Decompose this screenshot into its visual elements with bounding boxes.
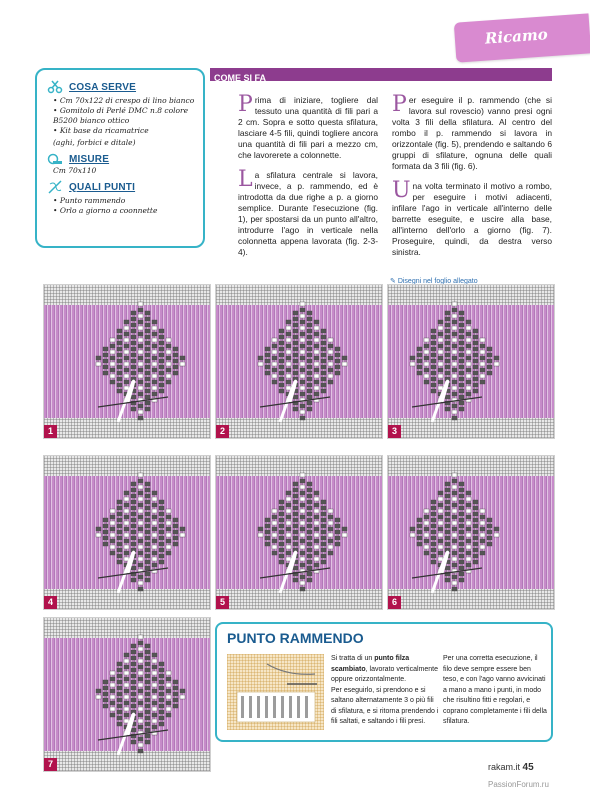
drawings-credit: ✎ Disegni nel foglio allegato (390, 278, 478, 285)
paragraph-3 (392, 92, 552, 172)
paragraph-text: er eseguire il p. rammendo (che si lavora sul rovescio) vanno presi ogni volta 3 fili della sfilatura. Al centro del rombo il p. rammendo si lavora in orizzontale (fig. 5), prendendo e saltando 6 gruppi di sfilature, ognuna delle quali formata da 3 fili (fig. 6). (392, 95, 552, 171)
figure-number: 4 (44, 596, 57, 609)
figure-motif (216, 456, 382, 609)
quali-punti-title: QUALI PUNTI (69, 181, 136, 193)
figure-motif (388, 285, 554, 438)
figure-number: 7 (44, 758, 57, 771)
figure-6 (387, 455, 555, 610)
drop-cap: P (392, 92, 407, 117)
figure-motif (44, 618, 210, 771)
list-item: • Gomitolo di Perlé DMC n.8 colore B5200 bianco ottico (53, 106, 195, 126)
text-bold: punto filza scambiato (331, 655, 410, 673)
figure-number: 1 (44, 425, 57, 438)
misure-title: MISURE (69, 153, 110, 165)
punto-rammendo-box (215, 622, 553, 742)
list-item: • Kit base da ricamatrice (53, 126, 195, 136)
misure-value: Cm 70x110 (53, 166, 97, 175)
figure-number: 5 (216, 596, 229, 609)
punto-rammendo-text-2: Per una corretta esecuzione, il filo deve sempre essere ben teso, e con l'ago vanno avvicinati a mano a mano i punti, in modo che risultino fitti e regolari, e coprano completamente i fili della sfilatura. (443, 655, 547, 725)
drop-cap: L (238, 167, 253, 192)
figure-number: 2 (216, 425, 229, 438)
punto-rammendo-title: PUNTO RAMMENDO (227, 630, 364, 646)
list-item-note: (aghi, forbici e ditale) (53, 138, 136, 147)
punto-rammendo-text-1 (331, 654, 439, 728)
figure-5 (215, 455, 383, 610)
instructions-column-1 (238, 92, 378, 267)
come-si-fa-title: COME SI FA (214, 73, 267, 83)
figure-number: 3 (388, 425, 401, 438)
paragraph-text: rima di iniziare, togliere dal tessuto una quantità di fili pari a 2 cm. Sopra e sotto questa sfilatura, lasciare 4-5 fili, quindi togliere ancora una quantità di fili pari a mezzo cm, che lavorerete a colonnette. (238, 95, 378, 160)
tape-measure-icon (47, 152, 63, 166)
cosa-serve-title: COSA SERVE (69, 81, 137, 93)
section-tag-label: Ricamo (484, 25, 549, 48)
list-item: • Punto rammendo (53, 196, 195, 206)
figure-2 (215, 284, 383, 439)
watermark: PassionForum.ru (488, 780, 549, 789)
figure-motif (216, 285, 382, 438)
drop-cap: U (392, 178, 411, 203)
stitch-sample (227, 654, 324, 730)
figure-motif (44, 285, 210, 438)
materials-box (35, 68, 205, 248)
instructions-column-2 (392, 92, 552, 267)
figure-1 (43, 284, 211, 439)
figure-motif (388, 456, 554, 609)
figure-motif (44, 456, 210, 609)
misure-heading (47, 152, 195, 166)
credit-text: Disegni nel foglio allegato (397, 278, 478, 285)
paragraph-4 (392, 178, 552, 258)
paragraph-text: a sfilatura centrale si lavora, invece, a p. rammendo, ed è introdotta da due righe a p. a giorno semplice. Durante l'esecuzione (fig. 1), per spostarsi da un punto all'altro, introdurre l'ago in verticale nella colonnetta appena lavorata (fig. 2-3-4). (238, 170, 378, 257)
text-fragment: , lavorato verticalmente oppure orizzontalmente. (331, 665, 438, 683)
come-si-fa-bar (210, 68, 552, 81)
scissors-icon (47, 80, 63, 94)
text-fragment: Per eseguirlo, si prendono e si saltano alternatamente 3 o più fili di sfilatura, e si ritorna prendendo i fili saltati, e saltando i fili presi. (331, 686, 439, 725)
drop-cap: P (238, 92, 253, 117)
paragraph-text: na volta terminato il motivo a rombo, per eseguire i motivi adiacenti, infilare l'ago in verticale all'interno delle barrette eseguite, e uscire alla base, all'interno dell'orlo a giorno (fig. 7). Proseguire, quindi, da destra verso sinistra. (392, 181, 552, 257)
text-fragment: Si tratta di un (331, 655, 375, 662)
site-name: rakam.it (488, 762, 521, 772)
cosa-serve-heading (47, 80, 195, 94)
quali-punti-heading (47, 180, 195, 194)
list-item: • Cm 70x122 di crespo di lino bianco (53, 96, 195, 106)
page-number: 45 (522, 762, 534, 773)
paragraph-1 (238, 92, 378, 161)
figure-3 (387, 284, 555, 439)
page-footer (488, 762, 534, 773)
cosa-serve-list (53, 96, 195, 136)
section-tag (454, 13, 590, 62)
paragraph-2 (238, 167, 378, 258)
needle-thread-icon (47, 180, 63, 194)
quali-punti-list (53, 196, 195, 216)
figure-7 (43, 617, 211, 772)
figure-4 (43, 455, 211, 610)
figure-number: 6 (388, 596, 401, 609)
punto-rammendo-sample-image (227, 654, 324, 730)
list-item: • Orlo a giorno a coonnette (53, 206, 195, 216)
